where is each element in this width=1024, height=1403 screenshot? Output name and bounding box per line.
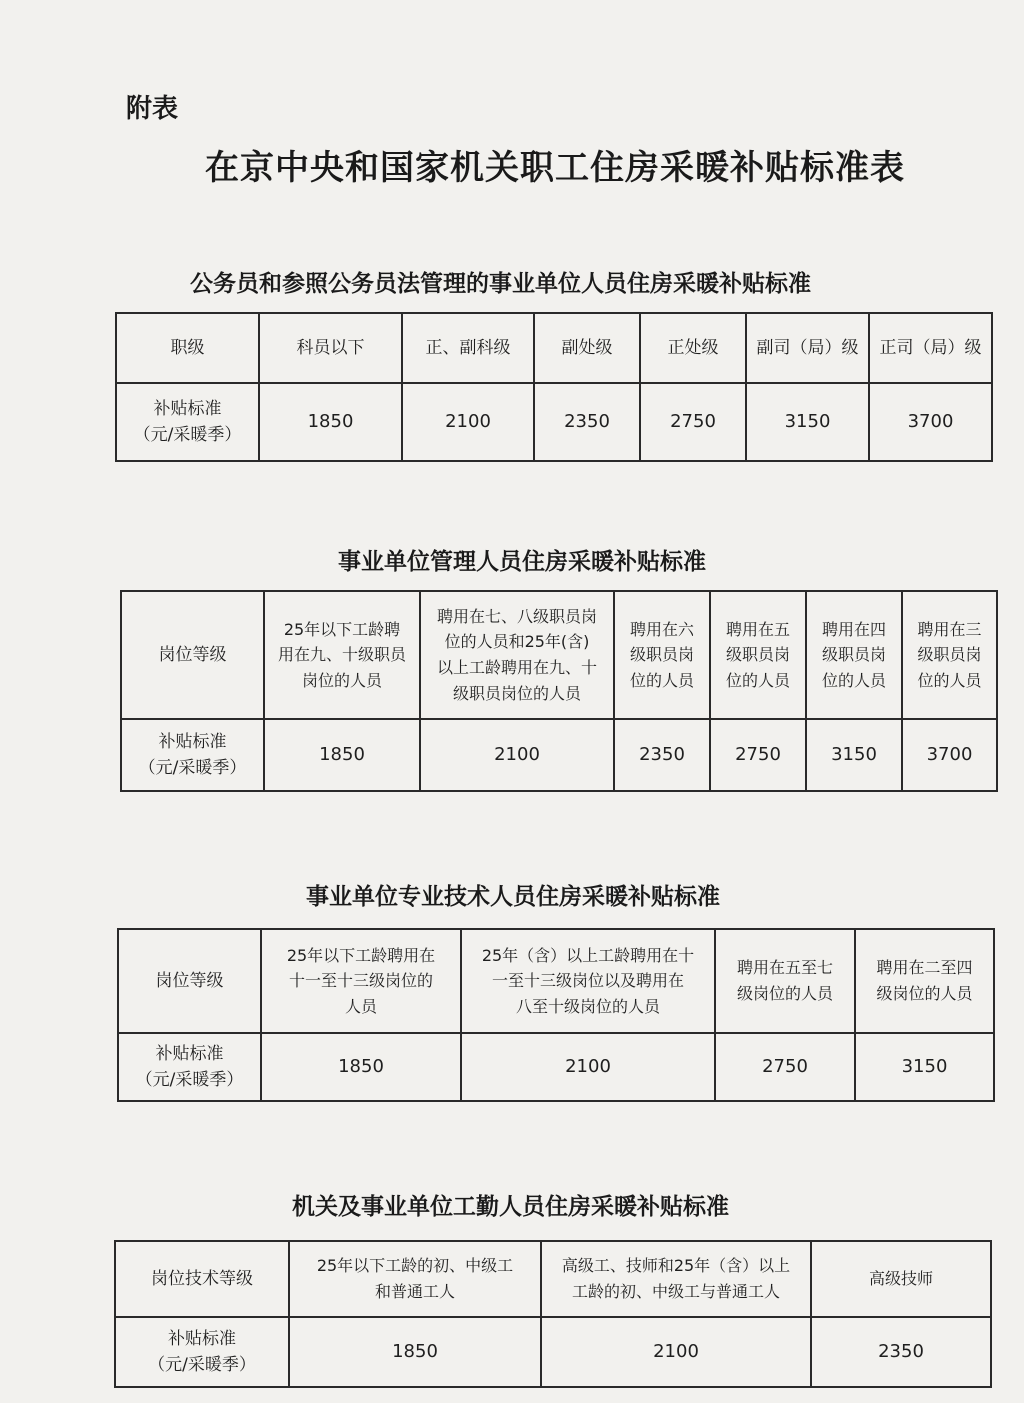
header-label: 职级 bbox=[116, 313, 259, 383]
column-header: 25年（含）以上工龄聘用在十 一至十三级岗位以及聘用在 八至十级岗位的人员 bbox=[461, 929, 715, 1033]
value-cell: 1850 bbox=[261, 1033, 461, 1101]
value-cell: 3700 bbox=[869, 383, 992, 461]
header-label: 岗位等级 bbox=[118, 929, 261, 1033]
column-header: 25年以下工龄聘用在 十一至十三级岗位的 人员 bbox=[261, 929, 461, 1033]
header-label: 岗位等级 bbox=[121, 591, 264, 719]
table-row bbox=[115, 1317, 991, 1387]
table-3-title: 事业单位专业技术人员住房采暖补贴标准 bbox=[306, 884, 720, 910]
column-header: 聘用在二至四 级岗位的人员 bbox=[855, 929, 994, 1033]
column-header: 高级工、技师和25年（含）以上 工龄的初、中级工与普通工人 bbox=[541, 1241, 811, 1317]
column-header: 科员以下 bbox=[259, 313, 402, 383]
value-cell: 2350 bbox=[614, 719, 710, 791]
column-header: 高级技师 bbox=[811, 1241, 991, 1317]
column-header: 聘用在六 级职员岗 位的人员 bbox=[614, 591, 710, 719]
table-header-row bbox=[115, 1241, 991, 1317]
table-row bbox=[116, 383, 992, 461]
worker-staff-table bbox=[114, 1240, 992, 1388]
column-header: 正司（局）级 bbox=[869, 313, 992, 383]
row-label: 补贴标准 （元/采暖季） bbox=[115, 1317, 289, 1387]
column-header: 聘用在三 级职员岗 位的人员 bbox=[902, 591, 997, 719]
value-cell: 1850 bbox=[289, 1317, 541, 1387]
technical-staff-table bbox=[117, 928, 995, 1102]
row-label: 补贴标准 （元/采暖季） bbox=[118, 1033, 261, 1101]
value-cell: 2750 bbox=[640, 383, 746, 461]
value-cell: 3150 bbox=[855, 1033, 994, 1101]
column-header: 正、副科级 bbox=[402, 313, 534, 383]
row-label: 补贴标准 （元/采暖季） bbox=[121, 719, 264, 791]
table-header-row bbox=[121, 591, 997, 719]
value-cell: 1850 bbox=[264, 719, 420, 791]
page-title: 在京中央和国家机关职工住房采暖补贴标准表 bbox=[205, 148, 905, 188]
value-cell: 2750 bbox=[710, 719, 806, 791]
column-header: 副处级 bbox=[534, 313, 640, 383]
civil-servant-table bbox=[115, 312, 993, 462]
value-cell: 1850 bbox=[259, 383, 402, 461]
column-header: 聘用在五 级职员岗 位的人员 bbox=[710, 591, 806, 719]
value-cell: 3150 bbox=[806, 719, 902, 791]
column-header: 25年以下工龄的初、中级工 和普通工人 bbox=[289, 1241, 541, 1317]
column-header: 聘用在四 级职员岗 位的人员 bbox=[806, 591, 902, 719]
table-header-row bbox=[118, 929, 994, 1033]
value-cell: 2100 bbox=[420, 719, 614, 791]
value-cell: 2350 bbox=[534, 383, 640, 461]
column-header: 25年以下工龄聘 用在九、十级职员 岗位的人员 bbox=[264, 591, 420, 719]
table-row bbox=[118, 1033, 994, 1101]
value-cell: 2100 bbox=[541, 1317, 811, 1387]
value-cell: 3150 bbox=[746, 383, 869, 461]
value-cell: 3700 bbox=[902, 719, 997, 791]
row-label: 补贴标准 （元/采暖季） bbox=[116, 383, 259, 461]
value-cell: 2100 bbox=[402, 383, 534, 461]
table-row bbox=[121, 719, 997, 791]
value-cell: 2350 bbox=[811, 1317, 991, 1387]
management-staff-table bbox=[120, 590, 998, 792]
value-cell: 2100 bbox=[461, 1033, 715, 1101]
header-label: 岗位技术等级 bbox=[115, 1241, 289, 1317]
column-header: 聘用在五至七 级岗位的人员 bbox=[715, 929, 855, 1033]
value-cell: 2750 bbox=[715, 1033, 855, 1101]
table-1-title: 公务员和参照公务员法管理的事业单位人员住房采暖补贴标准 bbox=[190, 271, 811, 297]
table-2-title: 事业单位管理人员住房采暖补贴标准 bbox=[338, 549, 706, 575]
table-4-title: 机关及事业单位工勤人员住房采暖补贴标准 bbox=[292, 1194, 729, 1220]
annex-label: 附表 bbox=[126, 94, 179, 124]
column-header: 聘用在七、八级职员岗 位的人员和25年(含) 以上工龄聘用在九、十 级职员岗位的人员 bbox=[420, 591, 614, 719]
column-header: 正处级 bbox=[640, 313, 746, 383]
column-header: 副司（局）级 bbox=[746, 313, 869, 383]
table-header-row bbox=[116, 313, 992, 383]
